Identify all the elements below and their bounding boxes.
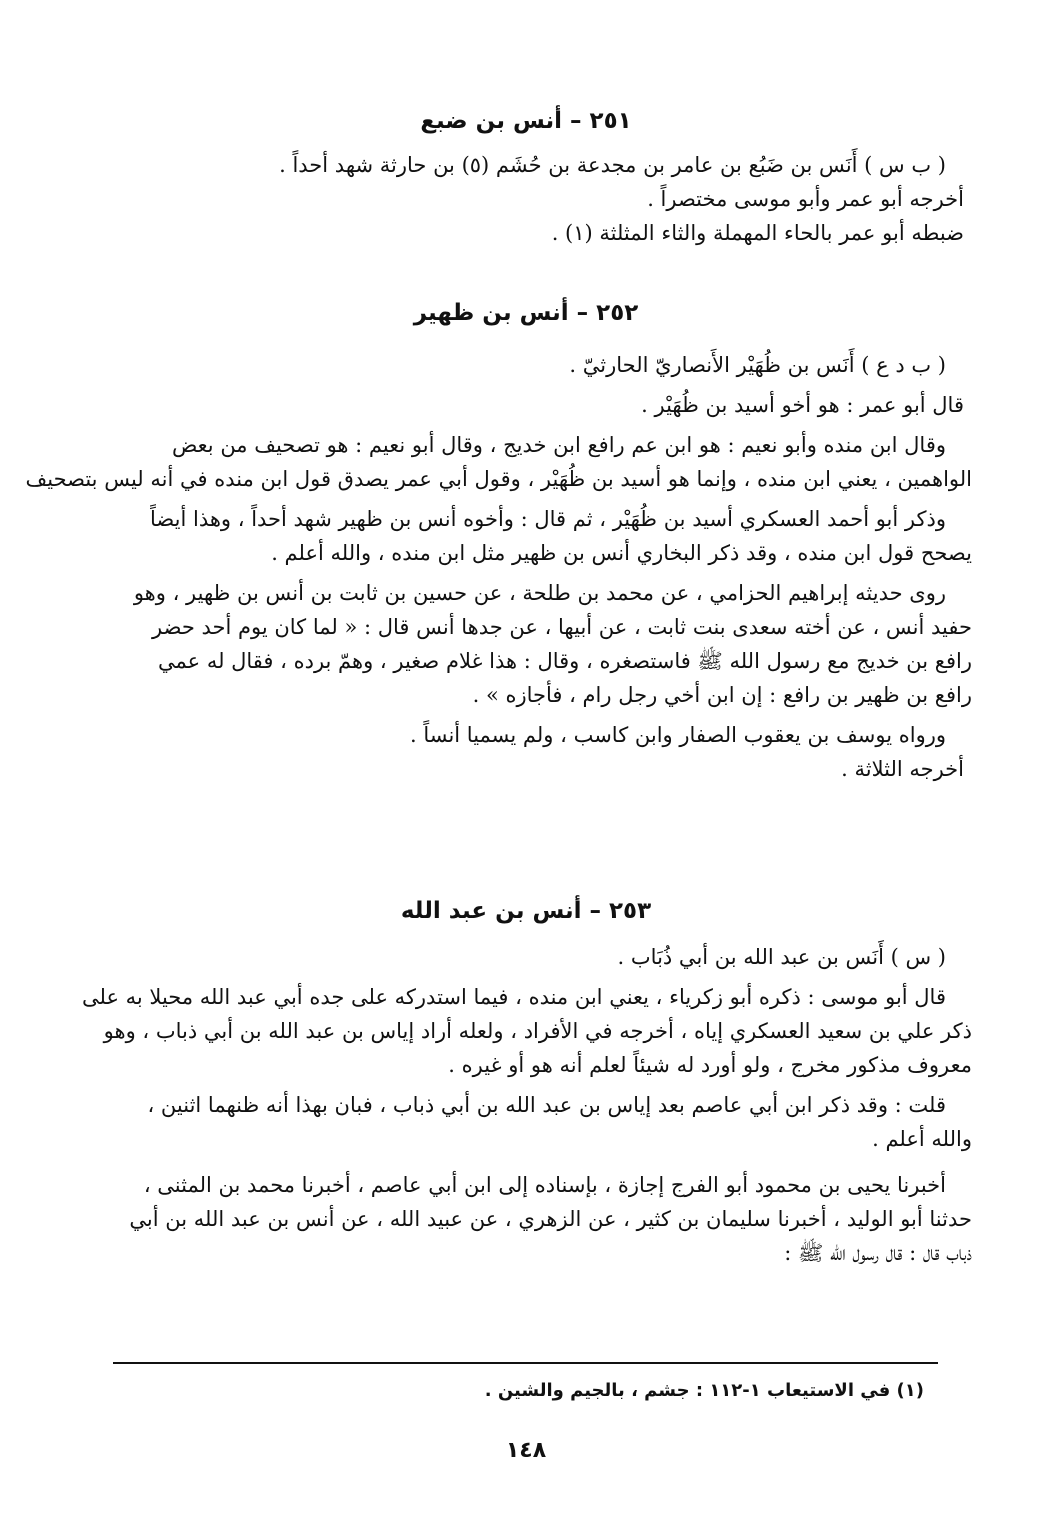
text-line: وذكر أبو أحمد العسكري أسيد بن ظُهَيْر ، ثم قال : وأخوه أنس بن ظهير شهد أحداً ، وهذا أيضاً bbox=[150, 507, 946, 531]
footnote: (١) في الاستيعاب ١-١١٢ : جشم ، بالجيم والشين . bbox=[484, 1380, 924, 1401]
text-line: حفيد أنس ، عن أخته سعدى بنت ثابت ، عن أبيها ، عن جدها أنس قال : « لما كان يوم أحد حضر bbox=[152, 615, 972, 639]
text-line: ذباب قال : قال رسول الله ﷺ : bbox=[784, 1241, 972, 1265]
text-line: قلت : وقد ذكر ابن أبي عاصم بعد إياس بن عبد الله بن أبي ذباب ، فبان بهذا أنه ظنهما اثنين ، bbox=[147, 1093, 946, 1117]
text-line: وقال ابن منده وأبو نعيم : هو ابن عم رافع ابن خديج ، وقال أبو نعيم : هو تصحيف من بعض bbox=[171, 433, 946, 457]
text-line: ( س ) أَنَس بن عبد الله بن أبي ذُبَاب . bbox=[617, 945, 946, 969]
text-line: روى حديثه إبراهيم الحزامي ، عن محمد بن طلحة ، عن حسين بن ثابت بن أنس بن ظهير ، وهو bbox=[133, 581, 946, 605]
text-line: ( ب س ) أَنَس بن ضَبُع بن عامر بن مجدعة بن حُشَم (٥) بن حارثة شهد أحداً . bbox=[279, 153, 946, 177]
text-line: رافع بن خديج مع رسول الله ﷺ فاستصغره ، وقال : هذا غلام صغير ، وهمّ برده ، فقال له عمي bbox=[157, 649, 972, 673]
footnote-divider bbox=[113, 1362, 938, 1364]
text-line: معروف مذكور مخرج ، ولو أورد له شيئاً لعلم أنه هو أو غيره . bbox=[448, 1053, 972, 1077]
page-number: ١٤٨ bbox=[505, 1438, 547, 1463]
text-line: رافع بن ظهير بن رافع : إن ابن أخي رجل رام ، فأجازه » . bbox=[472, 683, 972, 707]
text-line: يصحح قول ابن منده ، وقد ذكر البخاري أنس بن ظهير مثل ابن منده ، والله أعلم . bbox=[271, 541, 972, 565]
text-line: ( ب د ع ) أَنَس بن ظُهَيْر الأَنصاريّ الحارثيّ . bbox=[569, 353, 946, 377]
text-line: قال أبو موسى : ذكره أبو زكرياء ، يعني ابن منده ، فيما استدركه على جده أبي عبد الله محيلا به على bbox=[81, 985, 946, 1009]
text-line: أخرجه الثلاثة . bbox=[841, 757, 964, 781]
section-heading-252: ٢٥٢ – أنس بن ظهير bbox=[413, 300, 639, 326]
section-253-body bbox=[70, 940, 972, 1270]
text-line: أخبرنا يحيى بن محمود أبو الفرج إجازة ، بإسناده إلى ابن أبي عاصم ، أخبرنا محمد بن المثنى ، bbox=[143, 1173, 946, 1197]
section-251-body bbox=[70, 148, 972, 250]
section-252-body bbox=[25, 348, 972, 786]
text-line: قال أبو عمر : هو أخو أسيد بن ظُهَيْر . bbox=[641, 393, 964, 417]
text-line: الواهمين ، يعني ابن منده ، وإنما هو أسيد بن ظُهَيْر ، وقول أبي عمر يصدق قول ابن منده في أنه ليس بتصحيف bbox=[25, 467, 972, 491]
text-line: ورواه يوسف بن يعقوب الصفار وابن كاسب ، ولم يسميا أنساً . bbox=[409, 723, 946, 747]
text-line: حدثنا أبو الوليد ، أخبرنا سليمان بن كثير ، عن الزهري ، عن عبيد الله ، عن أنس بن عبد الله بن أبي bbox=[129, 1207, 972, 1231]
text-line: والله أعلم . bbox=[872, 1127, 972, 1151]
section-heading-251: ٢٥١ – أنس بن ضبع bbox=[420, 108, 632, 134]
text-line: ذكر علي بن سعيد العسكري إياه ، أخرجه في الأفراد ، ولعله أراد إياس بن عبد الله بن أبي ذباب ، وهو bbox=[103, 1019, 972, 1043]
text-line: أخرجه أبو عمر وأبو موسى مختصراً . bbox=[647, 187, 964, 211]
text-line: ضبطه أبو عمر بالحاء المهملة والثاء المثلثة (١) . bbox=[551, 221, 964, 245]
section-heading-253: ٢٥٣ – أنس بن عبد الله bbox=[400, 898, 652, 924]
